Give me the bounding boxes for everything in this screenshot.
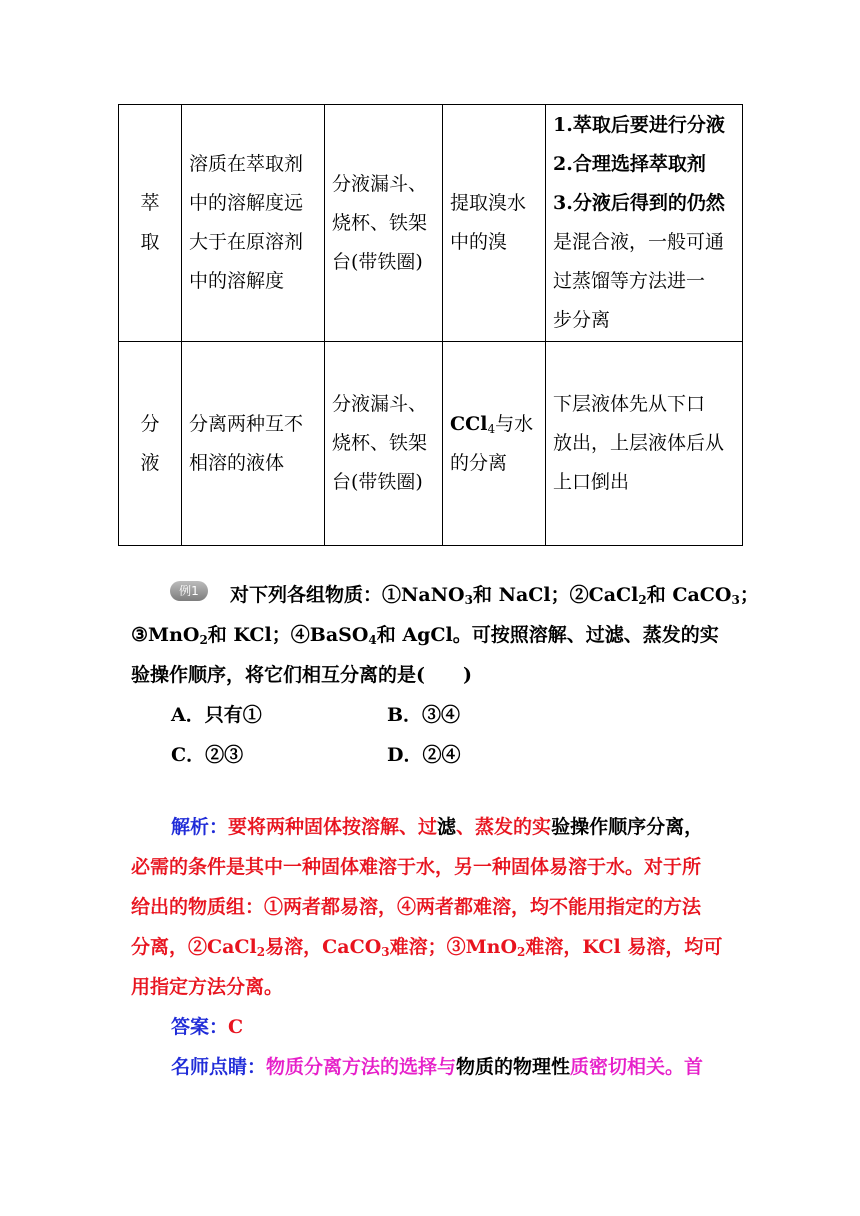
analysis-text: 验操作顺序分离， (551, 816, 704, 838)
notes-line: 下层液体先从下口 (553, 393, 706, 415)
notes-line: 上口倒出 (553, 471, 630, 493)
subscript: 2 (517, 945, 526, 959)
apparatus-line: 分液漏斗、 (332, 393, 428, 415)
question-line (131, 620, 719, 647)
apparatus-line: 烧杯、铁架 (332, 432, 428, 454)
subscript: 4 (368, 633, 377, 647)
apparatus-line: 台(带铁圈) (332, 471, 423, 493)
answer-label: 答案： (171, 1016, 229, 1038)
subscript: 2 (256, 945, 266, 959)
analysis-text: 难溶，KCl 易溶，均可 (525, 936, 723, 958)
separation-methods-table (118, 104, 743, 546)
question-text: 和 AgCl。可按照溶解、过滤、蒸发的实 (376, 624, 719, 646)
answer-value: C (228, 1016, 244, 1038)
option-a: A．只有① (171, 704, 262, 726)
option-c: C．②③ (171, 744, 244, 766)
notes-line: 3.分液后得到的仍然 (553, 192, 725, 214)
notes-line: 步分离 (553, 309, 611, 331)
principle-line: 大于在原溶剂 (189, 231, 304, 253)
analysis-label: 解析： (171, 816, 229, 838)
formula-subscript: 4 (487, 421, 496, 436)
option-b: B．③④ (387, 704, 461, 726)
principle-line: 分离两种互不 (189, 412, 304, 435)
tip-line (171, 1052, 703, 1079)
question-text: 和 KCl；④BaSO (207, 624, 369, 646)
principle-cell (182, 105, 325, 342)
notes-line: 过蒸馏等方法进一 (553, 270, 706, 292)
question-text: 和 NaCl；②CaCl (472, 584, 639, 606)
apparatus-line: 台(带铁圈) (332, 250, 423, 273)
analysis-text: 滤 (437, 816, 457, 838)
analysis-line: 必需的条件是其中一种固体难溶于水，另一种固体易溶于水。对于所 (131, 856, 702, 878)
analysis-line: 用指定方法分离。 (131, 976, 284, 998)
analysis-text: 易溶，CaCO (265, 936, 382, 958)
analysis-line: 给出的物质组：①两者都易溶，④两者都难溶，均不能用指定的方法 (131, 896, 702, 918)
principle-line: 中的溶解度远 (189, 192, 304, 214)
question-line: 验操作顺序，将它们相互分离的是( ) (131, 664, 472, 686)
apparatus-line: 分液漏斗、 (332, 172, 428, 195)
notes-line: 是混合液，一般可通 (553, 231, 725, 253)
method-name-cell (119, 105, 182, 342)
analysis-text: 难溶；③MnO (389, 936, 518, 958)
subscript: 3 (381, 945, 390, 959)
example-line: 中的溴 (450, 231, 508, 253)
analysis-line (131, 932, 722, 959)
question-text: 对下列各组物质：①NaNO (230, 584, 465, 606)
example-badge (170, 581, 208, 601)
method-name-char: 取 (140, 231, 160, 253)
question-text: 和 CaCO (646, 584, 732, 606)
question-text: ； (739, 584, 759, 606)
formula-text: CCl (450, 412, 488, 435)
subscript: 2 (638, 593, 647, 607)
method-name-char: 液 (140, 451, 160, 474)
answer-line (171, 1012, 243, 1039)
apparatus-line: 烧杯、铁架 (332, 211, 428, 234)
example-line: 的分离 (450, 451, 508, 474)
subscript: 3 (731, 593, 740, 607)
subscript: 3 (464, 593, 473, 607)
analysis-text: 要将两种固体按溶解、过 (228, 816, 438, 838)
tip-text: 物质的物理性 (456, 1056, 571, 1078)
notes-cell (546, 105, 743, 342)
analysis-text: 、蒸发的实 (456, 816, 552, 838)
notes-line: 放出，上层液体后从 (553, 432, 725, 454)
tip-text: 质密切相关。首 (570, 1056, 704, 1078)
notes-line: 1.萃取后要进行分液 (553, 114, 725, 136)
analysis-text: 分离，②CaCl (131, 936, 257, 958)
example-text: 与水 (495, 412, 534, 435)
example-line (450, 405, 538, 444)
question-text: ③MnO (131, 624, 200, 646)
example-badge-label: 例1 (179, 584, 199, 598)
tip-text: 物质分离方法的选择与 (266, 1056, 457, 1078)
tip-label: 名师点睛： (171, 1056, 267, 1078)
principle-line: 中的溶解度 (189, 270, 285, 292)
apparatus-cell (325, 342, 443, 546)
table-row (119, 342, 743, 546)
method-name-cell (119, 342, 182, 546)
notes-cell (546, 342, 743, 546)
principle-line: 溶质在萃取剂 (189, 153, 304, 175)
subscript: 2 (199, 633, 208, 647)
principle-line: 相溶的液体 (189, 451, 285, 474)
option-d: D．②④ (387, 744, 461, 766)
apparatus-cell (325, 105, 443, 342)
method-name-char: 分 (140, 412, 160, 435)
example-line: 提取溴水 (450, 192, 527, 214)
method-name-char: 萃 (140, 192, 160, 214)
principle-cell (182, 342, 325, 546)
notes-line: 2.合理选择萃取剂 (553, 153, 706, 175)
analysis-line (171, 812, 703, 839)
table-row (119, 105, 743, 342)
example-cell (443, 342, 546, 546)
question-line (230, 580, 759, 607)
example-cell (443, 105, 546, 342)
